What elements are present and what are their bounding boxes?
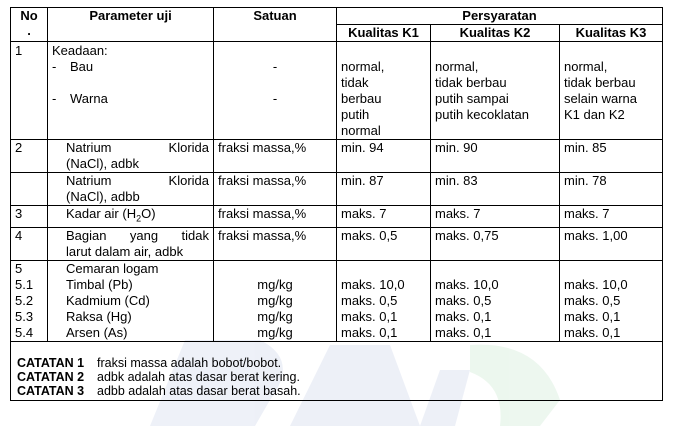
row-bagian-k2: maks. 0,75 bbox=[431, 227, 560, 260]
cemaran-item-k1: maks. 0,1 bbox=[341, 324, 398, 340]
row-cemaran bbox=[11, 260, 663, 341]
row-kadar-air bbox=[11, 206, 663, 228]
notes-cell bbox=[11, 341, 663, 400]
keadaan-k2-line: putih kecoklatan bbox=[435, 107, 529, 122]
note-1 bbox=[17, 356, 658, 370]
row-cemaran-k2 bbox=[431, 260, 560, 341]
keadaan-k3-line: selain warna bbox=[564, 91, 637, 106]
bagian-word2: yang bbox=[129, 227, 159, 243]
cemaran-item-k3: maks. 0,1 bbox=[564, 324, 621, 340]
row-bagian-k3: maks. 1,00 bbox=[560, 227, 663, 260]
kadar-air-post: O) bbox=[141, 206, 156, 221]
header-satuan: Satuan bbox=[214, 8, 337, 42]
cemaran-item-name: Arsen (As) bbox=[66, 324, 128, 340]
cemaran-item-name: Timbal (Pb) bbox=[66, 276, 133, 292]
row-nacl-adbk-satuan: fraksi massa,% bbox=[214, 140, 337, 173]
keadaan-warna: Warna bbox=[70, 91, 108, 106]
keadaan-title: Keadaan: bbox=[52, 43, 108, 58]
bagian-word3: tidak bbox=[181, 227, 209, 243]
row-nacl-adbk-k2: min. 90 bbox=[431, 140, 560, 173]
bau-satuan: - bbox=[272, 59, 278, 74]
row-bagian-k1: maks. 0,5 bbox=[337, 227, 431, 260]
row-kadar-air-k1: maks. 7 bbox=[337, 206, 431, 228]
row-kadar-air-param bbox=[48, 206, 214, 228]
row-nacl-adbb-k1: min. 87 bbox=[337, 173, 431, 206]
row-nacl-adbb-param bbox=[48, 173, 214, 206]
row-keadaan-k1 bbox=[337, 42, 431, 140]
row-keadaan bbox=[11, 42, 663, 140]
keadaan-k1-line: berbau bbox=[341, 91, 382, 106]
cemaran-item-k2: maks. 0,1 bbox=[435, 308, 492, 324]
row-keadaan-k2 bbox=[431, 42, 560, 140]
row-cemaran-k1 bbox=[337, 260, 431, 341]
row-cemaran-k3 bbox=[560, 260, 663, 341]
cemaran-item-no: 5.4 bbox=[15, 324, 34, 340]
nacl-adbb-word2: Klorida bbox=[168, 173, 209, 188]
cemaran-item-no: 5.1 bbox=[15, 276, 34, 292]
cemaran-item-satuan: mg/kg bbox=[257, 308, 293, 324]
nacl-adbb-line2: (NaCl), adbb bbox=[66, 189, 140, 204]
bagian-word1: Bagian bbox=[66, 227, 107, 243]
row-kadar-air-satuan: fraksi massa,% bbox=[214, 206, 337, 228]
row-keadaan-satuan bbox=[214, 42, 337, 140]
cemaran-item-no: 5.3 bbox=[15, 308, 34, 324]
header-no-label: No bbox=[20, 8, 38, 23]
row-keadaan-param bbox=[48, 42, 214, 140]
row-kadar-air-k3: maks. 7 bbox=[560, 206, 663, 228]
row-nacl-adbb bbox=[11, 173, 663, 206]
header-row-1 bbox=[11, 8, 663, 25]
nacl-adbk-line2: (NaCl), adbk bbox=[66, 156, 139, 171]
kadar-air-sub: 2 bbox=[136, 213, 142, 224]
row-nacl-adbk-k3: min. 85 bbox=[560, 140, 663, 173]
note-2-text: adbk adalah atas dasar berat kering. bbox=[97, 369, 300, 384]
cemaran-item-k1: maks. 0,5 bbox=[341, 292, 398, 308]
note-3-label: CATATAN 3 bbox=[17, 383, 85, 398]
note-2 bbox=[17, 370, 658, 384]
row-nacl-adbb-no bbox=[11, 173, 48, 206]
warna-dash: - bbox=[52, 91, 57, 106]
row-nacl-adbb-satuan: fraksi massa,% bbox=[214, 173, 337, 206]
row-nacl-adbb-k3: min. 78 bbox=[560, 173, 663, 206]
row-bagian-no: 4 bbox=[11, 227, 48, 260]
row-bagian-satuan: fraksi massa,% bbox=[214, 227, 337, 260]
row-bagian bbox=[11, 227, 663, 260]
cemaran-item-k2: maks. 0,5 bbox=[435, 292, 492, 308]
nacl-adbk-word2: Klorida bbox=[168, 140, 209, 155]
keadaan-k2-line: putih sampai bbox=[435, 91, 509, 106]
bau-dash: - bbox=[52, 59, 57, 74]
row-nacl-adbk bbox=[11, 140, 663, 173]
bagian-line2: larut dalam air, adbk bbox=[66, 243, 184, 259]
header-k2: Kualitas K2 bbox=[431, 25, 560, 42]
header-k3: Kualitas K3 bbox=[560, 25, 663, 42]
row-keadaan-k3 bbox=[560, 42, 663, 140]
header-parameter: Parameter uji bbox=[48, 8, 214, 42]
warna-satuan: - bbox=[272, 91, 278, 106]
row-nacl-adbk-no: 2 bbox=[11, 140, 48, 173]
note-3 bbox=[17, 384, 658, 398]
keadaan-k2-line: tidak berbau bbox=[435, 75, 507, 90]
cemaran-item-k3: maks. 0,1 bbox=[564, 308, 621, 324]
keadaan-k1-line: tidak bbox=[341, 75, 369, 90]
header-no bbox=[11, 8, 48, 42]
cemaran-item-no: 5.2 bbox=[15, 292, 34, 308]
note-3-text: adbb adalah atas dasar berat basah. bbox=[97, 383, 301, 398]
cemaran-item-k2: maks. 10,0 bbox=[435, 276, 499, 292]
keadaan-k3-line: normal, bbox=[564, 59, 608, 74]
row-kadar-air-k2: maks. 7 bbox=[431, 206, 560, 228]
row-cemaran-param bbox=[48, 260, 214, 341]
keadaan-k1-line: putih bbox=[341, 107, 370, 122]
keadaan-k3-line: tidak berbau bbox=[564, 75, 636, 90]
nacl-adbk-word1: Natrium bbox=[66, 140, 112, 155]
keadaan-k1-line: normal bbox=[341, 123, 381, 138]
cemaran-item-satuan: mg/kg bbox=[257, 276, 293, 292]
row-nacl-adbb-k2: min. 83 bbox=[431, 173, 560, 206]
keadaan-k1-line: normal, bbox=[341, 59, 385, 74]
cemaran-item-k2: maks. 0,1 bbox=[435, 324, 492, 340]
cemaran-title: Cemaran logam bbox=[66, 260, 159, 276]
header-persyaratan: Persyaratan bbox=[337, 8, 663, 25]
cemaran-item-name: Raksa (Hg) bbox=[66, 308, 132, 324]
note-2-label: CATATAN 2 bbox=[17, 369, 85, 384]
notes-row bbox=[11, 341, 663, 400]
note-1-label: CATATAN 1 bbox=[17, 355, 85, 370]
note-1-text: fraksi massa adalah bobot/bobot. bbox=[97, 355, 282, 370]
row-nacl-adbk-param bbox=[48, 140, 214, 173]
cemaran-item-satuan: mg/kg bbox=[257, 324, 293, 340]
header-k1: Kualitas K1 bbox=[337, 25, 431, 42]
cemaran-no: 5 bbox=[15, 260, 23, 276]
cemaran-item-k1: maks. 10,0 bbox=[341, 276, 405, 292]
cemaran-item-satuan: mg/kg bbox=[257, 292, 293, 308]
cemaran-item-k3: maks. 0,5 bbox=[564, 292, 621, 308]
row-bagian-param bbox=[48, 227, 214, 260]
row-cemaran-satuan bbox=[214, 260, 337, 341]
keadaan-bau: Bau bbox=[70, 59, 94, 74]
row-nacl-adbk-k1: min. 94 bbox=[337, 140, 431, 173]
kadar-air-pre: Kadar air (H bbox=[66, 206, 137, 221]
cemaran-item-k3: maks. 10,0 bbox=[564, 276, 628, 292]
cemaran-item-name: Kadmium (Cd) bbox=[66, 292, 150, 308]
row-cemaran-no bbox=[11, 260, 48, 341]
requirements-table bbox=[10, 7, 663, 401]
row-keadaan-no: 1 bbox=[11, 42, 48, 140]
nacl-adbb-word1: Natrium bbox=[66, 173, 112, 188]
keadaan-k3-line: K1 dan K2 bbox=[564, 107, 625, 122]
keadaan-k2-line: normal, bbox=[435, 59, 479, 74]
row-kadar-air-no: 3 bbox=[11, 206, 48, 228]
header-no-dot: . bbox=[27, 23, 31, 38]
cemaran-item-k1: maks. 0,1 bbox=[341, 308, 398, 324]
